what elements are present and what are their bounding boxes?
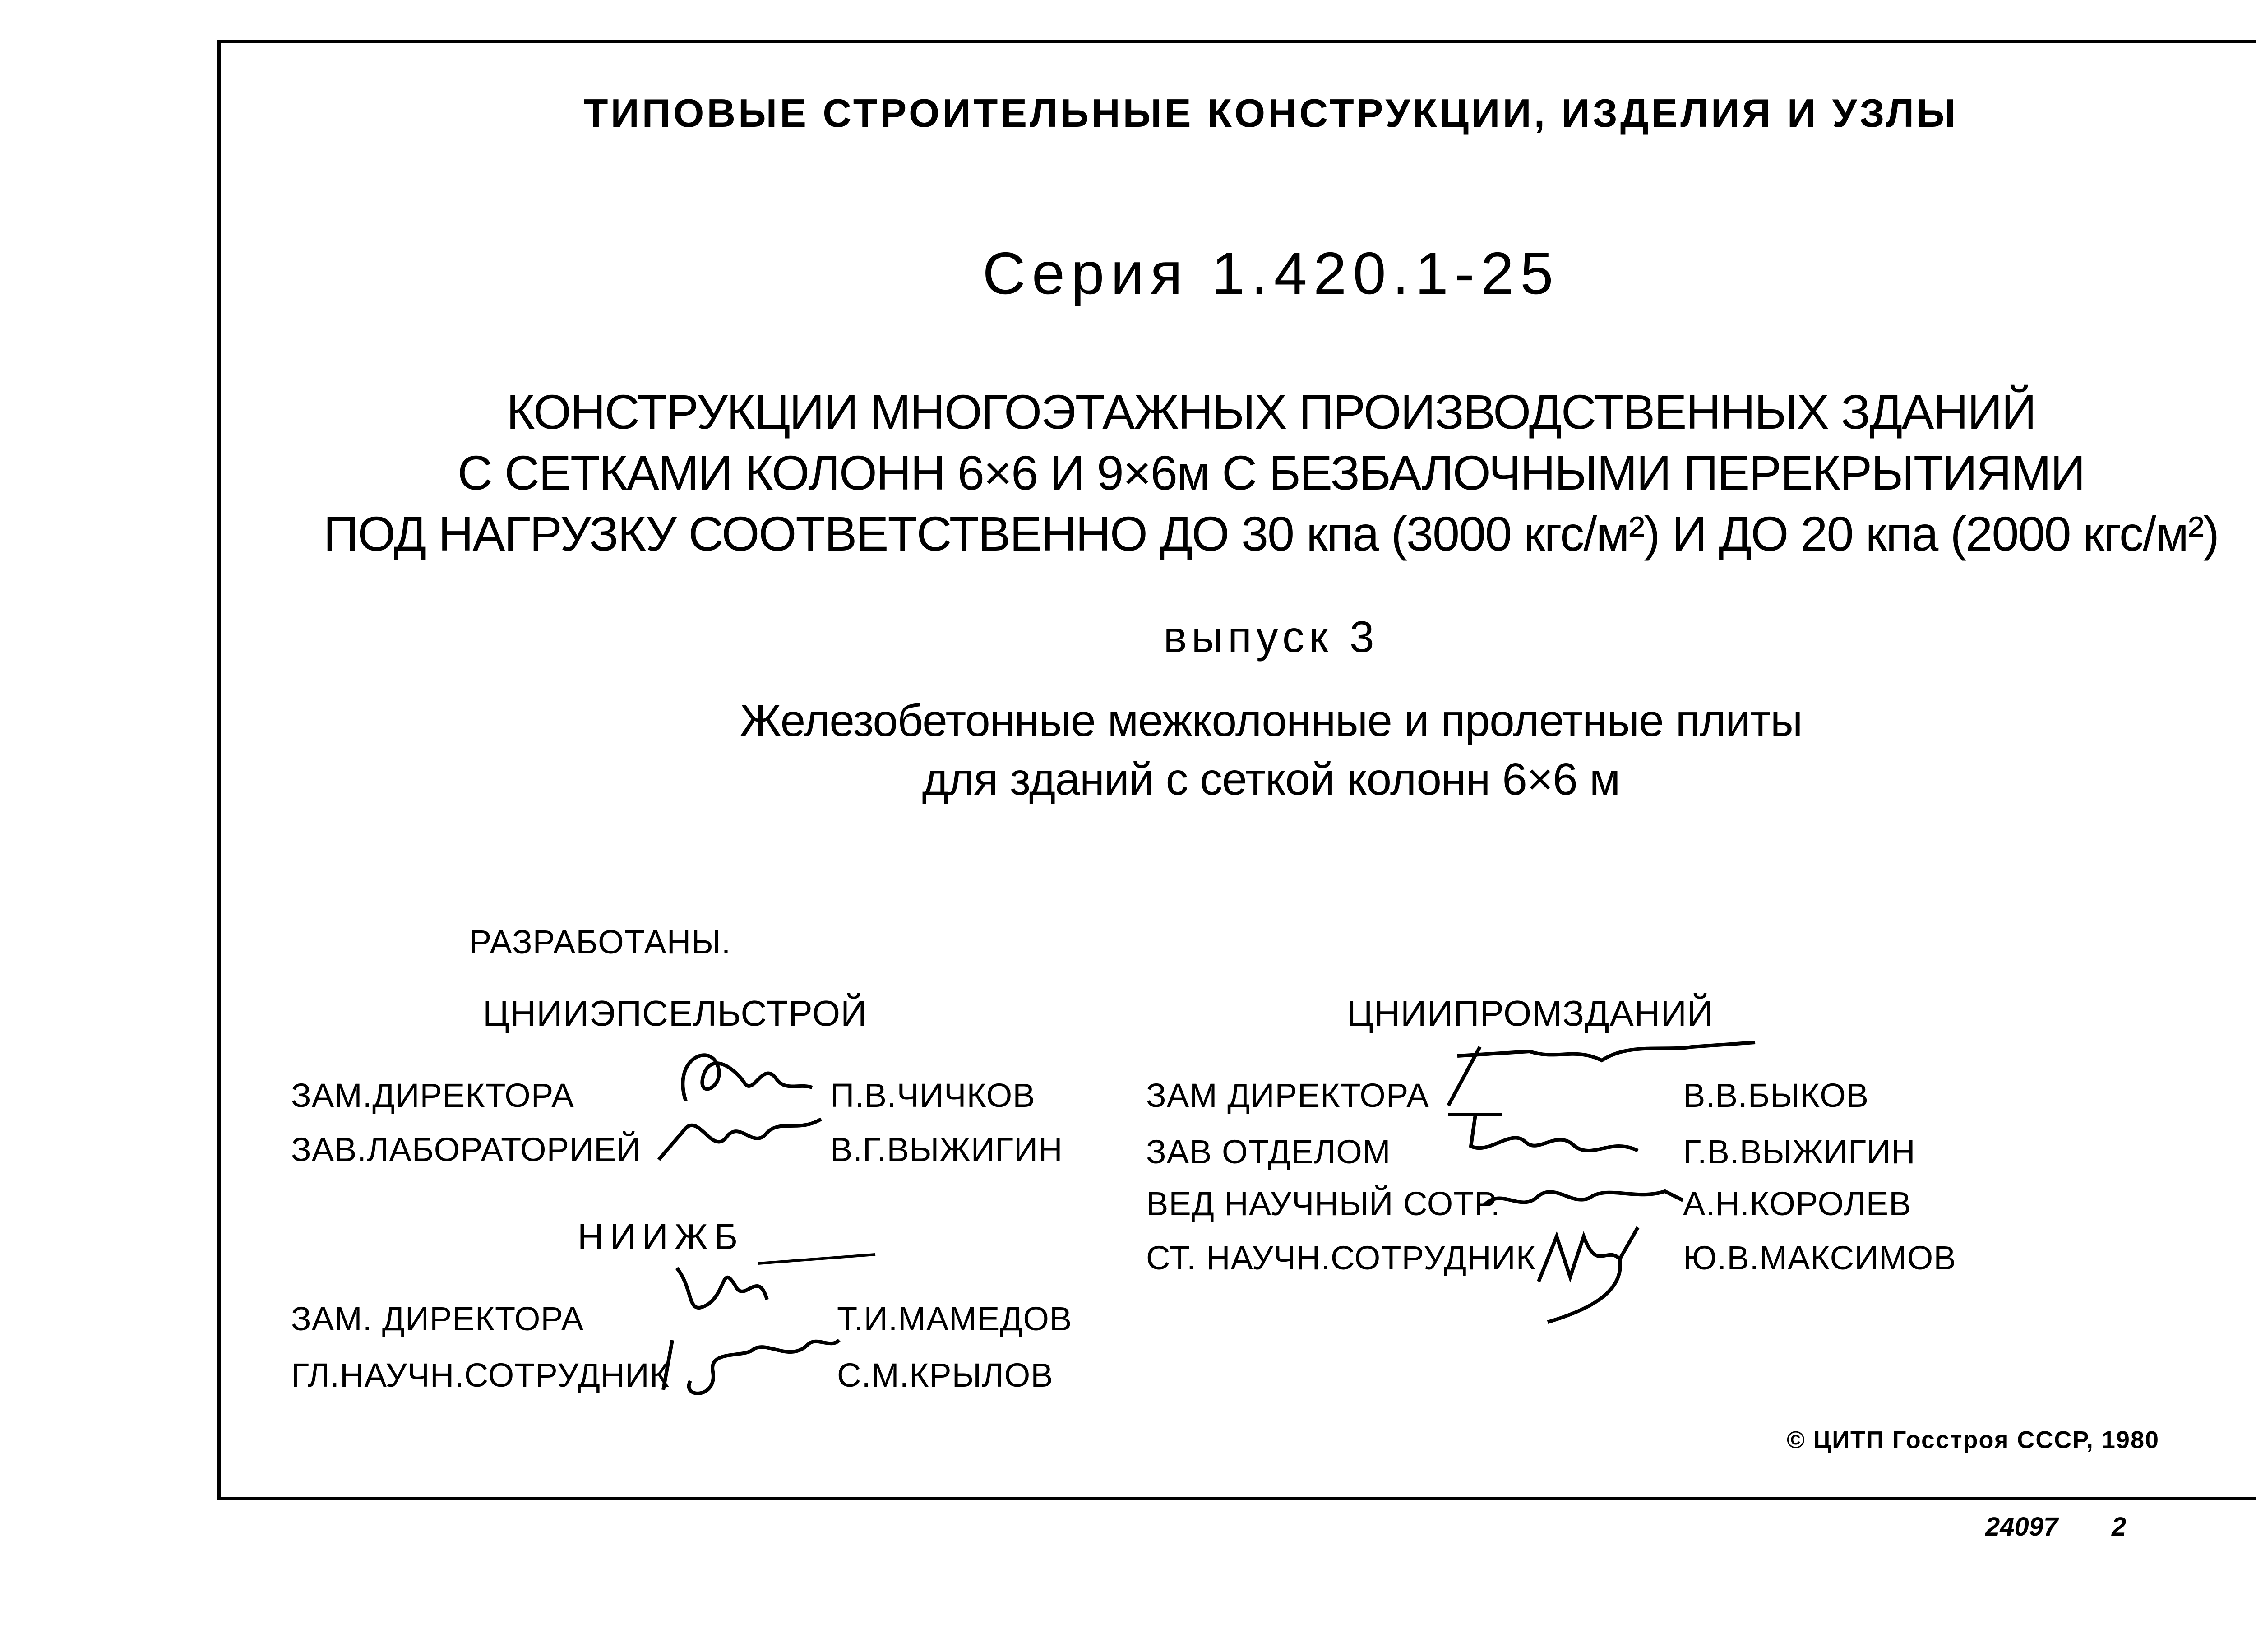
developed-by: РАЗРАБОТАНЫ. [469,923,731,961]
footer-page: 2 [2112,1512,2127,1541]
right-org-person-1: В.В.БЫКОВ [1683,1077,1869,1114]
right-org-person-2: Г.В.ВЫЖИГИН [1683,1133,1916,1171]
series-title: Серия 1.420.1-25 [982,240,1560,306]
left-org2-person-2: С.М.КРЫЛОВ [837,1356,1054,1394]
signature-korolev [1475,1169,1692,1223]
right-org-person-3: А.Н.КОРОЛЕВ [1683,1185,1912,1222]
right-org-position-2: ЗАВ ОТДЕЛОМ [1146,1133,1391,1171]
signature-vyzhigin-2 [1439,1101,1647,1173]
left-org2-person-1: Т.И.МАМЕДОВ [837,1300,1073,1337]
left-org-person-2: В.Г.ВЫЖИГИН [830,1131,1063,1168]
left-org-position-2: ЗАВ.ЛАБОРАТОРИЕЙ [291,1131,641,1168]
right-org-name: ЦНИИПРОМЗДАНИЙ [1347,993,1714,1033]
title-line-1: КОНСТРУКЦИИ МНОГОЭТАЖНЫХ ПРОИЗВОДСТВЕННЫХ ЗДАНИЙ [506,384,2036,439]
header: ТИПОВЫЕ СТРОИТЕЛЬНЫЕ КОНСТРУКЦИИ, ИЗДЕЛИЯ И УЗЛЫ [583,91,1959,135]
signature-vyzhigin-1 [650,1101,839,1182]
title-line-3: ПОД НАГРУЗКУ СООТВЕТСТВЕННО ДО 30 кпа (3000 кгс/м²) И ДО 20 кпа (2000 кгс/м²) [323,506,2219,561]
left-org2-name: НИИЖБ [578,1217,744,1257]
signature-maksimov [1530,1218,1647,1336]
right-org-position-1: ЗАМ ДИРЕКТОРА [1146,1077,1429,1114]
issue-label: выпуск 3 [1163,612,1379,662]
copyright: © ЦИТП Госстроя СССР, 1980 [1787,1426,2160,1453]
right-org-person-4: Ю.В.МАКСИМОВ [1683,1239,1956,1277]
left-org-person-1: П.В.ЧИЧКОВ [830,1077,1036,1114]
subtitle-line-1: Железобетонные межколонные и пролетные плиты [740,695,1803,746]
left-org-name: ЦНИИЭПСЕЛЬСТРОЙ [483,993,867,1033]
title-line-2: С СЕТКАМИ КОЛОНН 6×6 И 9×6м С БЕЗБАЛОЧНЫМИ ПЕРЕКРЫТИЯМИ [457,445,2085,500]
subtitle-line-2: для зданий с сеткой колонн 6×6 м [922,754,1620,805]
signature-krylov [654,1322,844,1412]
right-org-position-4: СТ. НАУЧН.СОТРУДНИК [1146,1239,1536,1277]
left-org-position-1: ЗАМ.ДИРЕКТОРА [291,1077,574,1114]
right-org-position-3: ВЕД НАУЧНЫЙ СОТР. [1146,1185,1501,1222]
left-org2-position-2: ГЛ.НАУЧН.СОТРУДНИК [291,1356,670,1394]
footer-number: 24097 [1985,1512,2058,1541]
left-org2-position-1: ЗАМ. ДИРЕКТОРА [291,1300,584,1337]
